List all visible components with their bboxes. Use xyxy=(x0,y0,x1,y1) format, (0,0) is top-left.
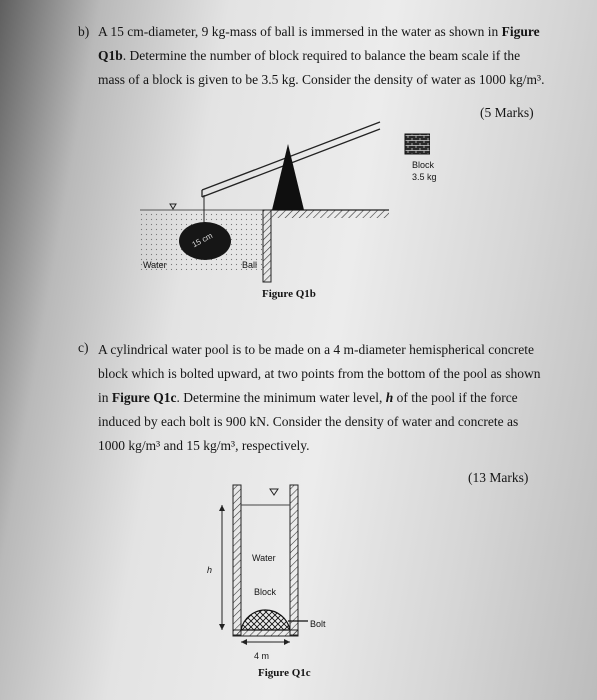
question-c-marks: (13 Marks) xyxy=(468,470,529,485)
water-label: Water xyxy=(143,260,167,270)
pool-left-wall xyxy=(233,485,241,635)
block-mass-label: 3.5 kg xyxy=(412,172,437,182)
figure-reference: Q1b xyxy=(98,48,123,63)
ground-surface xyxy=(271,210,389,218)
hemispherical-block xyxy=(241,610,290,630)
question-c-text-line5: 1000 kg/m³ and 15 kg/m³, respectively. xyxy=(98,438,310,453)
figure-q1b-caption: Figure Q1b xyxy=(262,288,316,300)
bolt-label: Bolt xyxy=(310,619,326,629)
question-c-text-line1: A cylindrical water pool is to be made on a 4 m-diameter hemispherical concrete xyxy=(98,342,534,357)
water-label: Water xyxy=(252,553,276,563)
water-level-marker xyxy=(270,489,278,495)
question-c-text-line2: block which is bolted upward, at two points from the bottom of the pool as shown xyxy=(98,366,541,381)
question-b-text-line1: A 15 cm-diameter, 9 kg-mass of ball is immersed in the water as shown in Figure xyxy=(98,24,540,39)
question-b-label: b) xyxy=(78,24,90,39)
h-label: h xyxy=(207,565,213,575)
pool-right-wall xyxy=(290,485,298,635)
figure-reference: Figure xyxy=(501,24,540,39)
figure-q1c-diagram xyxy=(200,480,340,660)
question-c-text-line4: induced by each bolt is 900 kN. Consider the density of water and concrete as xyxy=(98,414,519,429)
fulcrum xyxy=(272,144,304,210)
question-b-marks: (5 Marks) xyxy=(480,105,534,120)
figure-q1c-caption: Figure Q1c xyxy=(258,667,311,679)
pool-base xyxy=(233,630,298,636)
question-c-label: c) xyxy=(78,340,89,355)
ball-diameter-label: 15 cm xyxy=(190,231,215,250)
tank-wall xyxy=(263,210,271,282)
question-b-text-line2: Q1b. Determine the number of block required to balance the beam scale if the xyxy=(98,48,521,63)
block-label: Block xyxy=(254,587,277,597)
question-c-text-line3: in Figure Q1c. Determine the minimum water level, h of the pool if the force xyxy=(98,390,518,405)
question-b-text-line3: mass of a block is given to be 3.5 kg. Consider the density of water as 1000 kg/m³. xyxy=(98,72,545,87)
water-level-marker xyxy=(170,204,176,209)
figure-q1b-diagram xyxy=(130,118,430,288)
block-icon xyxy=(405,134,430,154)
block-label: Block xyxy=(412,160,435,170)
diameter-label: 4 m xyxy=(254,651,270,661)
figure-reference: Figure Q1c xyxy=(111,390,177,405)
ball-label: Ball xyxy=(242,260,258,270)
